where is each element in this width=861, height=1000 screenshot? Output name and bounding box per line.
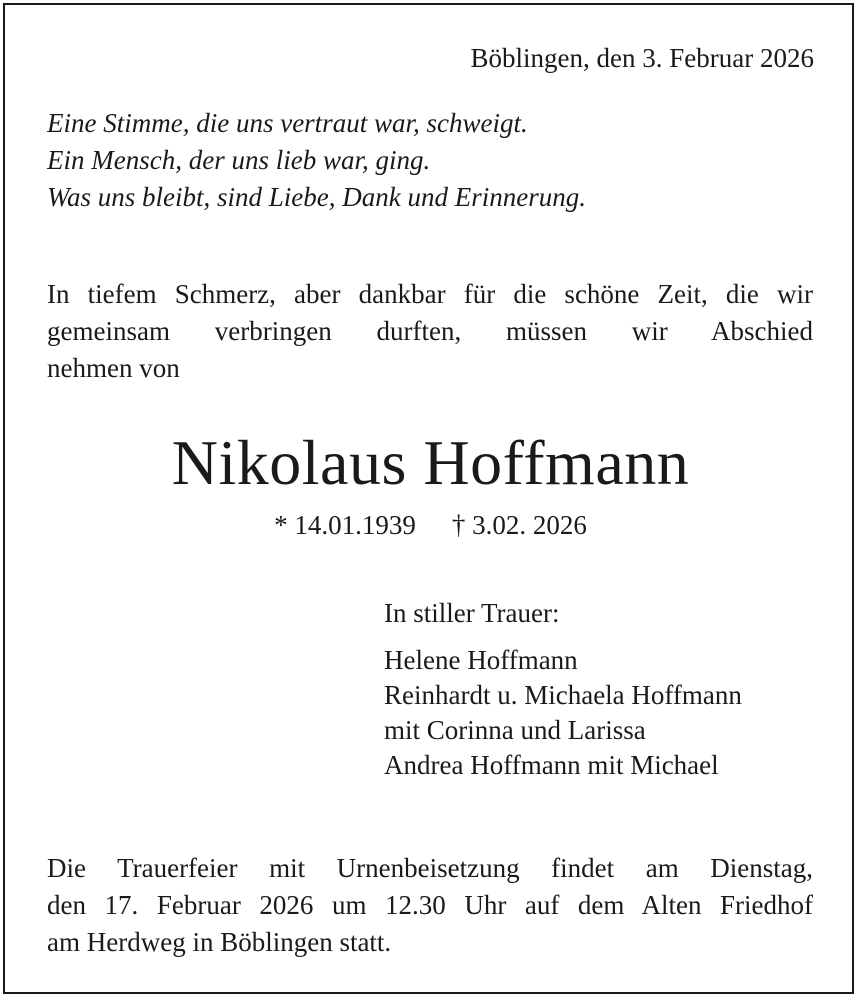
ceremony-line: am Herdweg in Böblingen statt. <box>47 927 392 957</box>
deceased-name: Nikolaus Hoffmann <box>171 427 690 498</box>
ceremony-text <box>47 850 813 961</box>
ceremony-line: den 17. Februar 2026 um 12.30 Uhr auf dem Alten Friedhof <box>47 890 813 920</box>
death-date: † 3.02. 2026 <box>451 510 587 540</box>
ceremony-line: Die Trauerfeier mit Urnenbeisetzung findet am Dienstag, <box>47 853 813 883</box>
motto-line: Was uns bleibt, sind Liebe, Dank und Erinnerung. <box>47 182 586 212</box>
intro-text <box>47 276 813 387</box>
intro-line: gemeinsam verbringen durften, müssen wir Abschied <box>47 316 813 346</box>
mourner-line: Reinhardt u. Michaela Hoffmann <box>384 680 742 710</box>
motto-line: Ein Mensch, der uns lieb war, ging. <box>47 145 431 175</box>
mourners-heading: In stiller Trauer: <box>384 598 560 628</box>
mourners-block <box>384 595 742 783</box>
mourner-line: Andrea Hoffmann mit Michael <box>384 750 719 780</box>
motto-line: Eine Stimme, die uns vertraut war, schweigt. <box>47 108 528 138</box>
birth-date: * 14.01.1939 <box>274 510 416 540</box>
motto-verse <box>47 105 586 216</box>
place-date: Böblingen, den 3. Februar 2026 <box>470 43 814 73</box>
mourner-line: Helene Hoffmann <box>384 645 578 675</box>
intro-line: nehmen von <box>47 353 180 383</box>
intro-line: In tiefem Schmerz, aber dankbar für die schöne Zeit, die wir <box>47 279 813 309</box>
life-dates <box>0 507 861 543</box>
mourner-line: mit Corinna und Larissa <box>384 715 646 745</box>
